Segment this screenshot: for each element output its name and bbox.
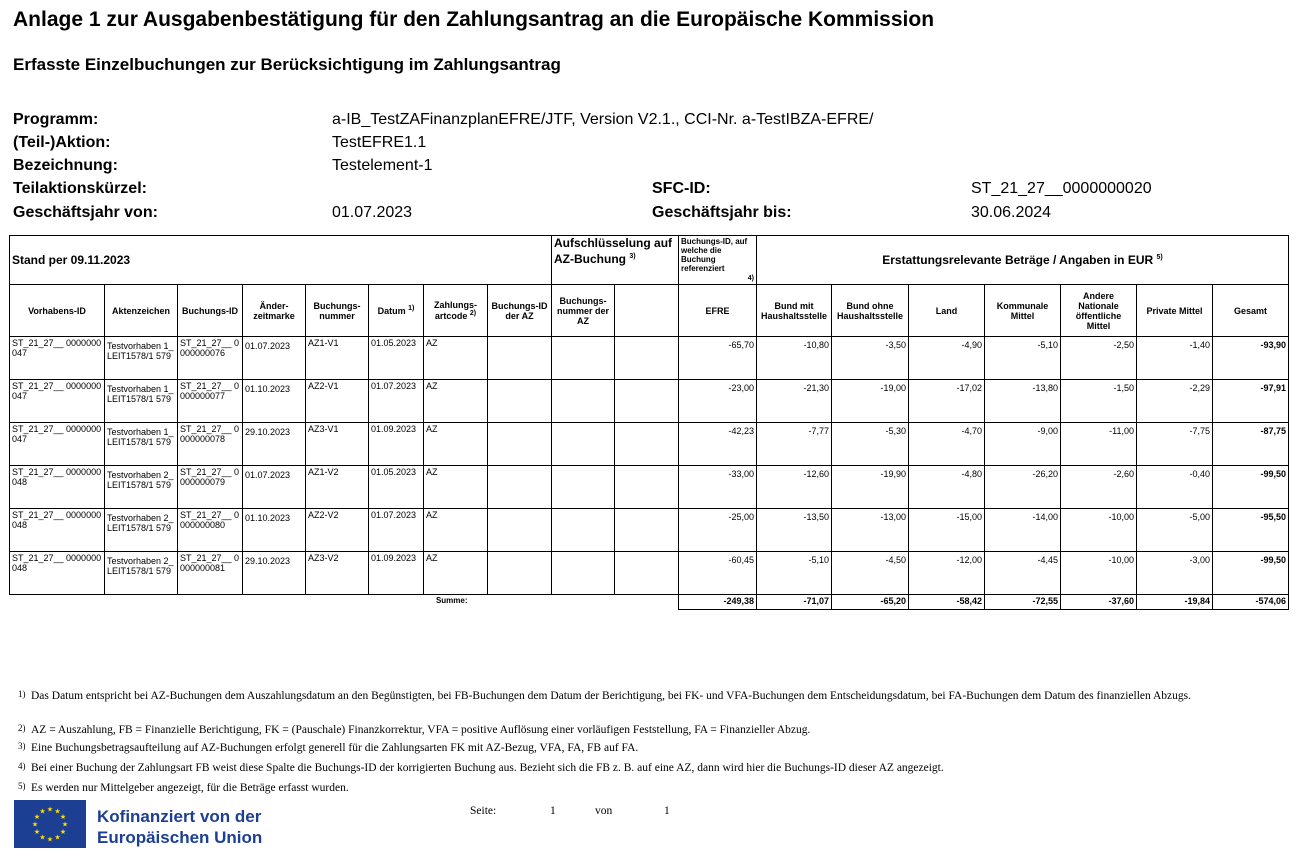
table-row — [10, 380, 1289, 423]
eu-star-icon: ★ — [31, 821, 39, 829]
cell-gesamt: -87,75 — [1213, 423, 1289, 466]
cell-vorhaben: ST_21_27__ 0000000047 — [10, 337, 105, 380]
cell-vorhaben: ST_21_27__ 0000000048 — [10, 509, 105, 552]
cell-bund-mit: -10,80 — [757, 337, 832, 380]
table-row — [10, 552, 1289, 595]
cell-datum: 01.07.2023 — [369, 509, 424, 552]
cell-zart: AZ — [424, 552, 488, 595]
cell-bund-ohne: -19,90 — [832, 466, 909, 509]
cell-gesamt: -93,90 — [1213, 337, 1289, 380]
aktion-label: (Teil-)Aktion: — [13, 134, 111, 151]
col-vorhaben-id: Vorhabens-ID — [10, 285, 105, 337]
cell-empty — [552, 337, 615, 380]
cell-vorhaben: ST_21_27__ 0000000048 — [10, 466, 105, 509]
sum-efre: -249,38 — [679, 595, 757, 610]
col-zahlungsartcode: Zahlungs-artcode $^{2)}$ — [424, 285, 488, 337]
cell-privat: -7,75 — [1137, 423, 1213, 466]
cell-buchung: ST_21_27__ 0000000076 — [178, 337, 243, 380]
eu-star-icon: ★ — [59, 829, 67, 836]
col-privat: Private Mittel — [1137, 285, 1213, 337]
cell-akten: Testvorhaben 1_LEIT1578/1 579 — [105, 423, 178, 466]
footnote-text: AZ = Auszahlung, FB = Finanzielle Berichtigung, FK = (Pauschale) Finanzkorrektur, VFA = positive Auflösung einer vorläufigen Feststellung, FA = Finanzieller Abzug. — [31, 724, 811, 736]
cell-efre: -65,70 — [679, 337, 757, 380]
cell-kommunal: -5,10 — [985, 337, 1061, 380]
eu-star-icon: ★ — [46, 806, 54, 814]
sfc-label: SFC-ID: — [652, 180, 711, 197]
cell-buchung: ST_21_27__ 0000000081 — [178, 552, 243, 595]
cell-empty — [488, 380, 552, 423]
erstattung-header: Erstattungsrelevante Beträge / Angaben in EUR $^{5)}$ — [757, 236, 1289, 285]
cell-gesamt: -99,50 — [1213, 466, 1289, 509]
cell-land: -12,00 — [909, 552, 985, 595]
cell-datum: 01.07.2023 — [369, 380, 424, 423]
cell-buchung: ST_21_27__ 0000000079 — [178, 466, 243, 509]
cell-datum: 01.05.2023 — [369, 337, 424, 380]
cell-bund-ohne: -3,50 — [832, 337, 909, 380]
bookings-table — [9, 235, 1289, 610]
cell-empty — [488, 509, 552, 552]
programm-value: a-IB_TestZAFinanzplanEFRE/JTF, Version V2.1., CCI-Nr. a-TestIBZA-EFRE/ — [332, 111, 874, 128]
cell-datum: 01.09.2023 — [369, 423, 424, 466]
cell-akten: Testvorhaben 2_LEIT1578/1 579 — [105, 466, 178, 509]
cell-empty — [615, 466, 679, 509]
table-row — [10, 466, 1289, 509]
cell-empty — [488, 466, 552, 509]
footnote-text: Bei einer Buchung der Zahlungsart FB weist diese Spalte die Buchungs-ID der korrigierten Buchung aus. Bezieht sich die FB z. B. auf eine AZ, dann wird hier die Buchungs-ID dieser AZ angezeigt. — [31, 762, 944, 774]
cell-efre: -42,23 — [679, 423, 757, 466]
col-az-id: Buchungs-ID der AZ — [488, 285, 552, 337]
page-number: 1 — [550, 805, 556, 817]
col-land: Land — [909, 285, 985, 337]
cell-zart: AZ — [424, 466, 488, 509]
col-buchungs-id: Buchungs-ID — [178, 285, 243, 337]
cell-bund-ohne: -19,00 — [832, 380, 909, 423]
cell-bund-mit: -7,77 — [757, 423, 832, 466]
cell-bund-mit: -12,60 — [757, 466, 832, 509]
bezeichnung-value: Testelement-1 — [332, 157, 433, 174]
cell-land: -17,02 — [909, 380, 985, 423]
sum-kommunal: -72,55 — [985, 595, 1061, 610]
cell-kommunal: -14,00 — [985, 509, 1061, 552]
sum-land: -58,42 — [909, 595, 985, 610]
footnote-number: 1) — [18, 689, 26, 699]
cell-bnummer: AZ1-V1 — [306, 337, 369, 380]
eu-star-icon: ★ — [33, 814, 41, 821]
cell-empty — [552, 509, 615, 552]
eu-star-icon: ★ — [54, 834, 61, 842]
cell-kommunal: -13,80 — [985, 380, 1061, 423]
cell-empty — [615, 509, 679, 552]
col-gesamt: Gesamt — [1213, 285, 1289, 337]
cell-akten: Testvorhaben 1_LEIT1578/1 579 — [105, 380, 178, 423]
cell-akten: Testvorhaben 2_LEIT1578/1 579 — [105, 552, 178, 595]
cell-bund-mit: -5,10 — [757, 552, 832, 595]
footnote-number: 3) — [18, 741, 26, 751]
page-title: Anlage 1 zur Ausgabenbestätigung für den Zahlungsantrag an die Europäische Kommission — [13, 8, 935, 31]
eu-star-icon: ★ — [46, 836, 54, 844]
footnote-text: Das Datum entspricht bei AZ-Buchungen dem Auszahlungsdatum an den Begünstigten, bei FB-Buchungen dem Datum der Berichtigung, bei FK- und VFA-Buchungen dem Entscheidungsdatum, bei FA-Buchungen dem Datum des finanziellen Abzugs. — [31, 690, 1192, 702]
cell-andere: -2,50 — [1061, 337, 1137, 380]
cell-datum: 01.05.2023 — [369, 466, 424, 509]
gj-von-value: 01.07.2023 — [332, 204, 413, 221]
sum-gesamt: -574,06 — [1213, 595, 1289, 610]
cell-bnummer: AZ1-V2 — [306, 466, 369, 509]
page-of-label: von — [595, 805, 613, 817]
cell-efre: -23,00 — [679, 380, 757, 423]
cell-empty — [552, 552, 615, 595]
cell-aender: 29.10.2023 — [243, 552, 306, 595]
cell-gesamt: -95,50 — [1213, 509, 1289, 552]
cell-land: -15,00 — [909, 509, 985, 552]
cell-privat: -0,40 — [1137, 466, 1213, 509]
table-row — [10, 423, 1289, 466]
eu-cofunding-text: Kofinanziert von der Europäischen Union — [97, 807, 263, 847]
bezug-header: Buchungs-ID, auf welche die Buchung referenziert 4) — [679, 236, 757, 285]
gj-von-label: Geschäftsjahr von: — [13, 204, 158, 221]
cell-bund-mit: -21,30 — [757, 380, 832, 423]
eu-star-icon: ★ — [33, 829, 41, 836]
cell-vorhaben: ST_21_27__ 0000000047 — [10, 380, 105, 423]
cell-empty — [552, 466, 615, 509]
col-bezug-empty — [615, 285, 679, 337]
eu-star-icon: ★ — [39, 834, 46, 842]
cell-empty — [552, 380, 615, 423]
footnote-text: Es werden nur Mittelgeber angezeigt, für die Beträge erfasst wurden. — [31, 782, 349, 794]
cell-aender: 29.10.2023 — [243, 423, 306, 466]
cell-andere: -11,00 — [1061, 423, 1137, 466]
cell-aender: 01.07.2023 — [243, 337, 306, 380]
cell-andere: -1,50 — [1061, 380, 1137, 423]
cell-privat: -1,40 — [1137, 337, 1213, 380]
cell-bund-mit: -13,50 — [757, 509, 832, 552]
cell-empty — [488, 423, 552, 466]
eu-star-icon: ★ — [59, 814, 67, 821]
cell-land: -4,80 — [909, 466, 985, 509]
cell-vorhaben: ST_21_27__ 0000000047 — [10, 423, 105, 466]
bezeichnung-label: Bezeichnung: — [13, 157, 118, 174]
gj-bis-label: Geschäftsjahr bis: — [652, 204, 792, 221]
col-buchungsnummer: Buchungs-nummer — [306, 285, 369, 337]
col-bund-ohne: Bund ohne Haushaltsstelle — [832, 285, 909, 337]
cell-empty — [615, 423, 679, 466]
cell-kommunal: -9,00 — [985, 423, 1061, 466]
table-row — [10, 509, 1289, 552]
table-row — [10, 337, 1289, 380]
cell-efre: -33,00 — [679, 466, 757, 509]
cell-empty — [488, 552, 552, 595]
programm-label: Programm: — [13, 111, 99, 128]
cell-empty — [615, 380, 679, 423]
cell-zart: AZ — [424, 509, 488, 552]
col-datum: Datum $^{1)}$ — [369, 285, 424, 337]
cell-andere: -10,00 — [1061, 509, 1137, 552]
cell-bund-ohne: -4,50 — [832, 552, 909, 595]
cell-gesamt: -97,91 — [1213, 380, 1289, 423]
cell-zart: AZ — [424, 423, 488, 466]
col-kommunal: Kommunale Mittel — [985, 285, 1061, 337]
kuerzel-label: Teilaktionskürzel: — [13, 180, 147, 197]
eu-star-icon: ★ — [54, 808, 61, 816]
cell-kommunal: -4,45 — [985, 552, 1061, 595]
cell-efre: -25,00 — [679, 509, 757, 552]
col-efre: EFRE — [679, 285, 757, 337]
page-subtitle: Erfasste Einzelbuchungen zur Berücksichtigung im Zahlungsantrag — [13, 55, 561, 74]
cell-land: -4,70 — [909, 423, 985, 466]
eu-star-icon: ★ — [39, 808, 46, 816]
cell-akten: Testvorhaben 1_LEIT1578/1 579 — [105, 337, 178, 380]
sum-row — [10, 595, 1289, 610]
cell-aender: 01.07.2023 — [243, 466, 306, 509]
cell-empty — [552, 423, 615, 466]
page-total: 1 — [664, 805, 670, 817]
cell-gesamt: -99,50 — [1213, 552, 1289, 595]
cell-bnummer: AZ2-V1 — [306, 380, 369, 423]
cell-buchung: ST_21_27__ 0000000078 — [178, 423, 243, 466]
cell-buchung: ST_21_27__ 0000000080 — [178, 509, 243, 552]
footnote-text: Eine Buchungsbetragsaufteilung auf AZ-Buchungen erfolgt generell für die Zahlungsarten FK mit AZ-Bezug, VFA, FA, FB auf FA. — [31, 742, 639, 754]
cell-privat: -3,00 — [1137, 552, 1213, 595]
cell-land: -4,90 — [909, 337, 985, 380]
cell-andere: -2,60 — [1061, 466, 1137, 509]
footnote-number: 2) — [18, 723, 26, 733]
stand-header: Stand per 09.11.2023 — [10, 236, 552, 285]
cell-empty — [615, 337, 679, 380]
cell-empty — [615, 552, 679, 595]
cell-bnummer: AZ3-V2 — [306, 552, 369, 595]
aufschl-header: Aufschlüsselung auf AZ-Buchung $^{3)}$ — [552, 236, 679, 285]
sum-privat: -19,84 — [1137, 595, 1213, 610]
eu-flag-icon — [14, 800, 86, 848]
cell-efre: -60,45 — [679, 552, 757, 595]
aktion-value: TestEFRE1.1 — [332, 134, 427, 151]
cell-privat: -2,29 — [1137, 380, 1213, 423]
sum-andere: -37,60 — [1061, 595, 1137, 610]
summe-label: Summe: — [435, 596, 468, 605]
col-az-nr: Buchungs-nummer der AZ — [552, 285, 615, 337]
cell-buchung: ST_21_27__ 0000000077 — [178, 380, 243, 423]
cell-privat: -5,00 — [1137, 509, 1213, 552]
cell-aender: 01.10.2023 — [243, 509, 306, 552]
cell-zart: AZ — [424, 380, 488, 423]
cell-bund-ohne: -13,00 — [832, 509, 909, 552]
cell-akten: Testvorhaben 2_LEIT1578/1 579 — [105, 509, 178, 552]
col-andere: Andere Nationale öffentliche Mittel — [1061, 285, 1137, 337]
col-bund-mit: Bund mit Haushaltsstelle — [757, 285, 832, 337]
sum-bund-ohne: -65,20 — [832, 595, 909, 610]
cell-empty — [488, 337, 552, 380]
footnote-number: 5) — [18, 781, 26, 791]
footnote-number: 4) — [18, 761, 26, 771]
cell-bund-ohne: -5,30 — [832, 423, 909, 466]
col-aenderzeitmarke: Änder-zeitmarke — [243, 285, 306, 337]
cell-zart: AZ — [424, 337, 488, 380]
cell-datum: 01.09.2023 — [369, 552, 424, 595]
sfc-value: ST_21_27__0000000020 — [971, 180, 1152, 197]
sum-bund-mit: -71,07 — [757, 595, 832, 610]
cell-vorhaben: ST_21_27__ 0000000048 — [10, 552, 105, 595]
cell-bnummer: AZ2-V2 — [306, 509, 369, 552]
cell-bnummer: AZ3-V1 — [306, 423, 369, 466]
cell-kommunal: -26,20 — [985, 466, 1061, 509]
cell-andere: -10,00 — [1061, 552, 1137, 595]
gj-bis-value: 30.06.2024 — [971, 204, 1052, 221]
cell-aender: 01.10.2023 — [243, 380, 306, 423]
eu-star-icon: ★ — [61, 821, 69, 829]
page-label: Seite: — [470, 805, 497, 817]
col-aktenzeichen: Aktenzeichen — [105, 285, 178, 337]
